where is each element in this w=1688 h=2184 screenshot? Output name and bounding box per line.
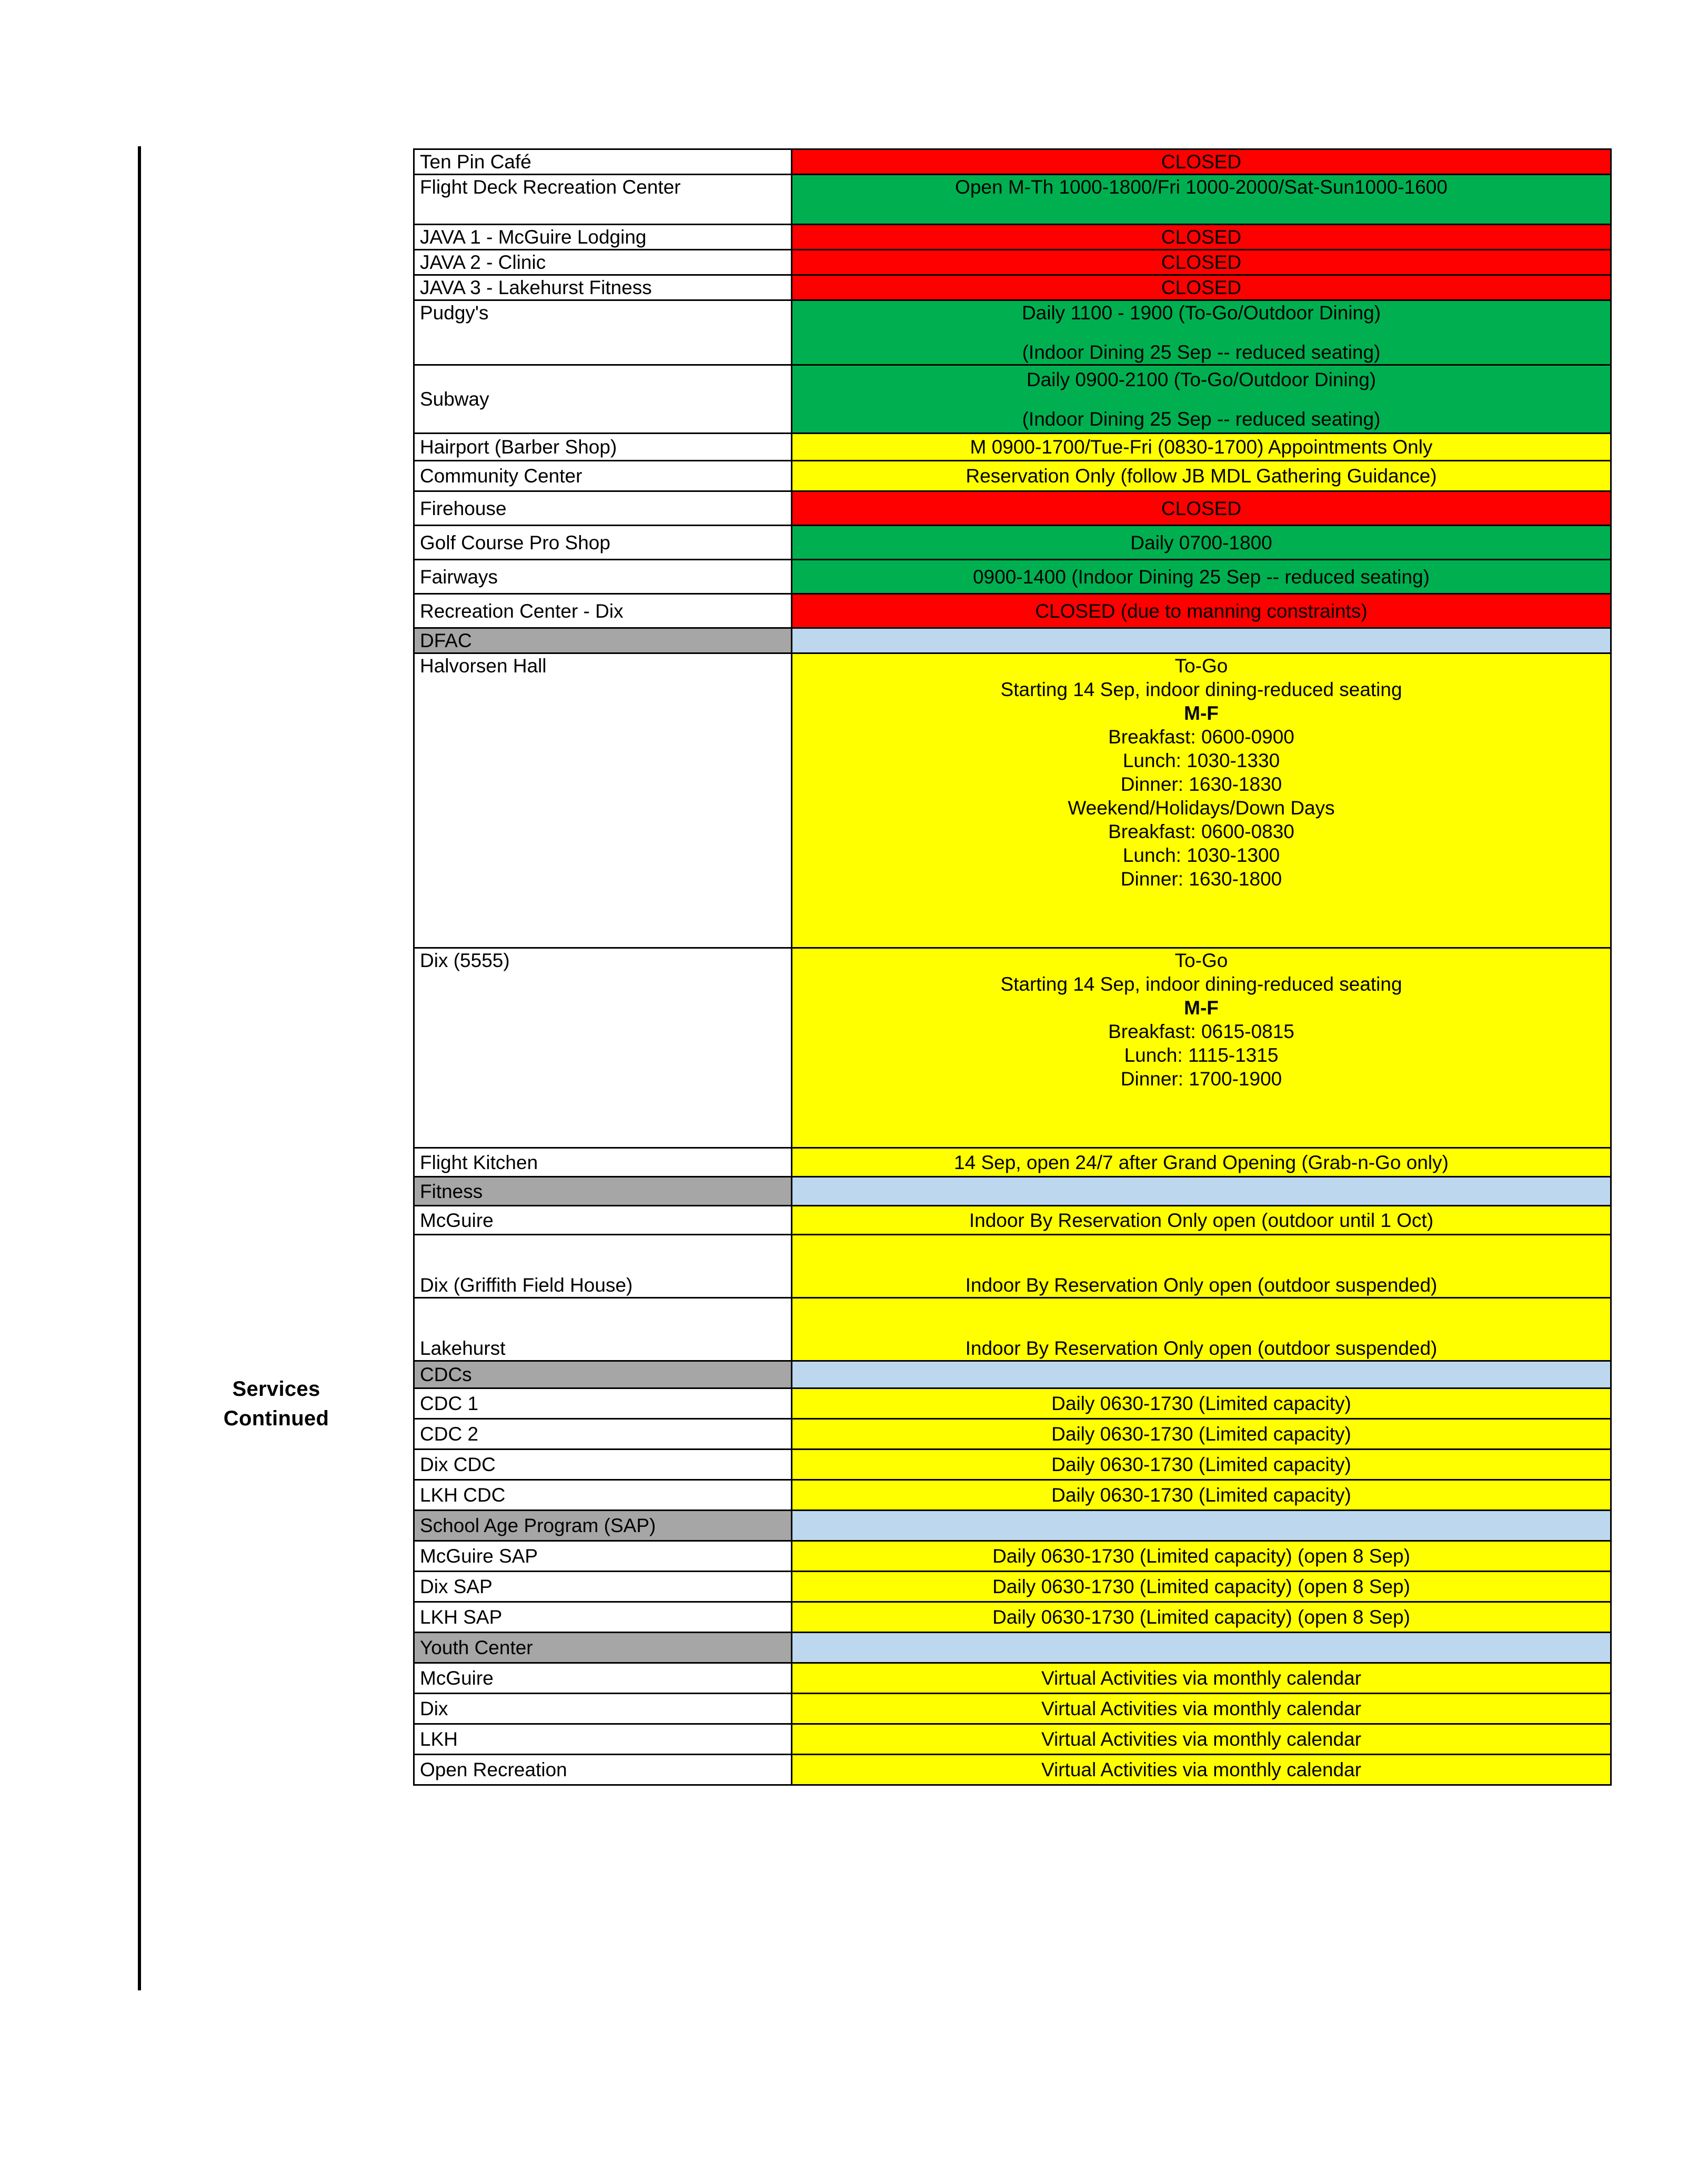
facility-name-cell — [414, 653, 792, 948]
facility-name-cell — [414, 1755, 792, 1785]
facility-status-cell — [792, 491, 1611, 526]
status-line: Daily 0630-1730 (Limited capacity) — [1051, 1423, 1351, 1445]
facility-name: Dix — [420, 1698, 448, 1719]
table-row — [414, 1755, 1611, 1785]
table-row — [414, 1572, 1611, 1602]
table-row — [414, 1450, 1611, 1480]
facility-name-cell — [414, 250, 792, 275]
facility-status-cell — [792, 594, 1611, 628]
status-line: Breakfast: 0615-0815 — [1108, 1021, 1294, 1042]
facility-name-cell — [414, 491, 792, 526]
facility-name: Hairport (Barber Shop) — [420, 436, 617, 458]
facility-status-cell — [792, 1235, 1611, 1298]
facility-status-cell — [792, 175, 1611, 225]
table-row — [414, 1298, 1611, 1361]
status-line: To-Go — [1174, 950, 1228, 971]
facility-name-cell — [414, 1602, 792, 1633]
facility-name: Dix SAP — [420, 1576, 493, 1597]
status-line: Indoor By Reservation Only open (outdoor suspended) — [965, 1337, 1438, 1359]
facility-name-cell — [414, 1206, 792, 1235]
facility-name: LKH SAP — [420, 1606, 503, 1628]
facility-name-cell — [414, 275, 792, 300]
table-row — [414, 275, 1611, 300]
status-line: Daily 0630-1730 (Limited capacity) — [1051, 1454, 1351, 1475]
status-line: M-F — [1184, 702, 1219, 724]
status-line: CLOSED — [1161, 277, 1242, 298]
table-row — [414, 1602, 1611, 1633]
table-row — [414, 1235, 1611, 1298]
status-line: 14 Sep, open 24/7 after Grand Opening (Grab-n-Go only) — [954, 1151, 1449, 1173]
section-name-cell — [414, 1177, 792, 1206]
status-line: (Indoor Dining 25 Sep -- reduced seating) — [1022, 341, 1381, 363]
facility-name: JAVA 1 - McGuire Lodging — [420, 226, 647, 248]
facility-name: Fitness — [420, 1180, 483, 1202]
facility-name: Recreation Center - Dix — [420, 600, 624, 622]
table-row — [414, 225, 1611, 250]
section-blank-cell — [792, 628, 1611, 653]
status-line: To-Go — [1174, 655, 1228, 677]
row-group-label-line-1: Services — [232, 1377, 320, 1401]
facility-name: McGuire SAP — [420, 1545, 538, 1567]
facility-name: CDCs — [420, 1364, 472, 1385]
facility-name-cell — [414, 1388, 792, 1419]
facility-name-cell — [414, 1663, 792, 1694]
status-line: 0900-1400 (Indoor Dining 25 Sep -- reduced seating) — [972, 566, 1430, 588]
table-row — [414, 491, 1611, 526]
table-row — [414, 1541, 1611, 1572]
status-line: Daily 0630-1730 (Limited capacity) (open 8 Sep) — [992, 1545, 1410, 1567]
table-row — [414, 948, 1611, 1148]
facility-status-cell — [792, 461, 1611, 491]
facility-name-cell — [414, 1541, 792, 1572]
table-row — [414, 434, 1611, 461]
facility-name-cell — [414, 594, 792, 628]
facility-status-cell — [792, 1602, 1611, 1633]
table-row — [414, 560, 1611, 594]
facility-status-cell — [792, 1419, 1611, 1450]
table-row — [414, 250, 1611, 275]
services-status-table-body — [414, 149, 1611, 1785]
facility-name-cell — [414, 1148, 792, 1177]
table-row — [414, 175, 1611, 225]
status-line: Lunch: 1030-1300 — [1122, 844, 1280, 866]
status-line: Dinner: 1630-1830 — [1120, 773, 1282, 795]
facility-name: LKH — [420, 1728, 458, 1750]
status-line: CLOSED (due to manning constraints) — [1035, 600, 1368, 622]
facility-name-cell — [414, 365, 792, 434]
facility-status-cell — [792, 434, 1611, 461]
status-line: Indoor By Reservation Only open (outdoor suspended) — [965, 1274, 1438, 1296]
section-name-cell — [414, 628, 792, 653]
facility-status-cell — [792, 225, 1611, 250]
facility-name: McGuire — [420, 1209, 494, 1231]
section-name-cell — [414, 1633, 792, 1663]
status-line: Daily 0700-1800 — [1130, 531, 1272, 553]
status-line: Open M-Th 1000-1800/Fri 1000-2000/Sat-Sun1000-1600 — [955, 176, 1448, 198]
table-row — [414, 461, 1611, 491]
facility-status-cell — [792, 653, 1611, 948]
status-line: CLOSED — [1161, 251, 1242, 273]
facility-status-cell — [792, 275, 1611, 300]
facility-status-cell — [792, 1388, 1611, 1419]
facility-name-cell — [414, 1694, 792, 1724]
page-left-rule — [138, 146, 141, 1990]
section-header-row — [414, 1177, 1611, 1206]
facility-status-cell — [792, 1724, 1611, 1755]
facility-status-cell — [792, 300, 1611, 365]
status-line: Daily 0900-2100 (To-Go/Outdoor Dining) — [1026, 368, 1376, 390]
table-row — [414, 1724, 1611, 1755]
facility-status-cell — [792, 1148, 1611, 1177]
section-blank-cell — [792, 1361, 1611, 1388]
facility-status-cell — [792, 1663, 1611, 1694]
status-line: Breakfast: 0600-0830 — [1108, 821, 1294, 842]
status-line: Daily 1100 - 1900 (To-Go/Outdoor Dining) — [1021, 302, 1381, 324]
section-header-row — [414, 1511, 1611, 1541]
table-row — [414, 1694, 1611, 1724]
facility-name: Flight Kitchen — [420, 1151, 538, 1173]
facility-name-cell — [414, 175, 792, 225]
status-line: M 0900-1700/Tue-Fri (0830-1700) Appointments Only — [970, 436, 1433, 458]
table-row — [414, 1148, 1611, 1177]
facility-name-cell — [414, 560, 792, 594]
facility-name: Lakehurst — [420, 1337, 506, 1359]
table-row — [414, 1206, 1611, 1235]
facility-name-cell — [414, 526, 792, 560]
facility-status-cell — [792, 1755, 1611, 1785]
facility-name: CDC 2 — [420, 1423, 479, 1445]
facility-name: JAVA 2 - Clinic — [420, 251, 546, 273]
facility-name-cell — [414, 1724, 792, 1755]
facility-name: School Age Program (SAP) — [420, 1515, 656, 1536]
table-row — [414, 300, 1611, 365]
facility-name: McGuire — [420, 1667, 494, 1689]
facility-status-cell — [792, 250, 1611, 275]
status-line: Daily 0630-1730 (Limited capacity) (open 8 Sep) — [992, 1606, 1410, 1628]
row-group-label-line-2: Continued — [223, 1407, 329, 1430]
status-line: Starting 14 Sep, indoor dining-reduced seating — [1000, 679, 1402, 700]
facility-name-cell — [414, 1419, 792, 1450]
facility-name: Dix CDC — [420, 1454, 496, 1475]
table-row — [414, 1388, 1611, 1419]
status-line: Reservation Only (follow JB MDL Gathering Guidance) — [966, 465, 1437, 487]
facility-name: Golf Course Pro Shop — [420, 531, 610, 553]
section-name-cell — [414, 1511, 792, 1541]
status-line: Virtual Activities via monthly calendar — [1041, 1698, 1362, 1719]
status-line: CLOSED — [1161, 497, 1242, 519]
facility-name: Community Center — [420, 465, 582, 487]
status-line: Daily 0630-1730 (Limited capacity) — [1051, 1484, 1351, 1506]
facility-name: Ten Pin Café — [420, 151, 531, 173]
status-line: M-F — [1184, 997, 1219, 1019]
status-line: Daily 0630-1730 (Limited capacity) — [1051, 1393, 1351, 1414]
section-header-row — [414, 1361, 1611, 1388]
facility-name-cell — [414, 300, 792, 365]
facility-name-cell — [414, 1298, 792, 1361]
facility-status-cell — [792, 365, 1611, 434]
facility-name: Flight Deck Recreation Center — [420, 176, 681, 198]
table-row — [414, 365, 1611, 434]
facility-status-cell — [792, 1298, 1611, 1361]
facility-status-cell — [792, 1694, 1611, 1724]
status-line: CLOSED — [1161, 151, 1242, 173]
status-line-gap — [798, 325, 1605, 340]
facility-status-cell — [792, 1480, 1611, 1511]
facility-name-cell — [414, 461, 792, 491]
facility-status-cell — [792, 149, 1611, 175]
facility-status-cell — [792, 1206, 1611, 1235]
facility-status-cell — [792, 1450, 1611, 1480]
status-line: Lunch: 1115-1315 — [1124, 1044, 1279, 1066]
table-row — [414, 1419, 1611, 1450]
status-line: CLOSED — [1161, 226, 1242, 248]
facility-name-cell — [414, 1572, 792, 1602]
status-line: Weekend/Holidays/Down Days — [1068, 797, 1335, 819]
status-line: Virtual Activities via monthly calendar — [1041, 1667, 1362, 1689]
facility-status-cell — [792, 1572, 1611, 1602]
status-line: Breakfast: 0600-0900 — [1108, 726, 1294, 748]
table-row — [414, 526, 1611, 560]
table-row — [414, 1663, 1611, 1694]
section-name-cell — [414, 1361, 792, 1388]
facility-name-cell — [414, 1450, 792, 1480]
facility-name: Halvorsen Hall — [420, 655, 547, 677]
section-header-row — [414, 628, 1611, 653]
facility-name: LKH CDC — [420, 1484, 506, 1506]
status-line: Dinner: 1700-1900 — [1120, 1068, 1282, 1090]
table-row — [414, 1480, 1611, 1511]
facility-name-cell — [414, 225, 792, 250]
section-blank-cell — [792, 1177, 1611, 1206]
facility-name: DFAC — [420, 630, 472, 651]
facility-status-cell — [792, 560, 1611, 594]
status-line: (Indoor Dining 25 Sep -- reduced seating) — [1022, 408, 1381, 430]
status-line: Starting 14 Sep, indoor dining-reduced seating — [1000, 973, 1402, 995]
facility-name: JAVA 3 - Lakehurst Fitness — [420, 277, 652, 298]
section-blank-cell — [792, 1511, 1611, 1541]
status-line: Dinner: 1630-1800 — [1120, 868, 1282, 890]
section-header-row — [414, 1633, 1611, 1663]
facility-name: Dix (Griffith Field House) — [420, 1274, 633, 1296]
facility-name: Fairways — [420, 566, 498, 588]
table-row — [414, 653, 1611, 948]
status-line-gap — [798, 391, 1605, 407]
section-blank-cell — [792, 1633, 1611, 1663]
facility-name: Youth Center — [420, 1637, 533, 1658]
facility-status-cell — [792, 1541, 1611, 1572]
status-line: Lunch: 1030-1330 — [1122, 750, 1280, 771]
row-group-label-services-continued — [153, 1374, 400, 1433]
facility-status-cell — [792, 526, 1611, 560]
facility-name: Pudgy's — [420, 302, 489, 324]
facility-name: Open Recreation — [420, 1759, 567, 1780]
facility-name-cell — [414, 948, 792, 1148]
status-line: Indoor By Reservation Only open (outdoor until 1 Oct) — [969, 1209, 1434, 1231]
facility-name: Dix (5555) — [420, 950, 510, 971]
facility-name: Firehouse — [420, 497, 507, 519]
facility-name: Subway — [420, 388, 489, 410]
facility-name-cell — [414, 149, 792, 175]
status-line: Daily 0630-1730 (Limited capacity) (open 8 Sep) — [992, 1576, 1410, 1597]
status-line: Virtual Activities via monthly calendar — [1041, 1728, 1362, 1750]
facility-name: CDC 1 — [420, 1393, 479, 1414]
status-line: Virtual Activities via monthly calendar — [1041, 1759, 1362, 1780]
table-row — [414, 594, 1611, 628]
table-row — [414, 149, 1611, 175]
facility-name-cell — [414, 434, 792, 461]
services-status-table — [413, 148, 1612, 1786]
facility-name-cell — [414, 1235, 792, 1298]
facility-name-cell — [414, 1480, 792, 1511]
facility-status-cell — [792, 948, 1611, 1148]
